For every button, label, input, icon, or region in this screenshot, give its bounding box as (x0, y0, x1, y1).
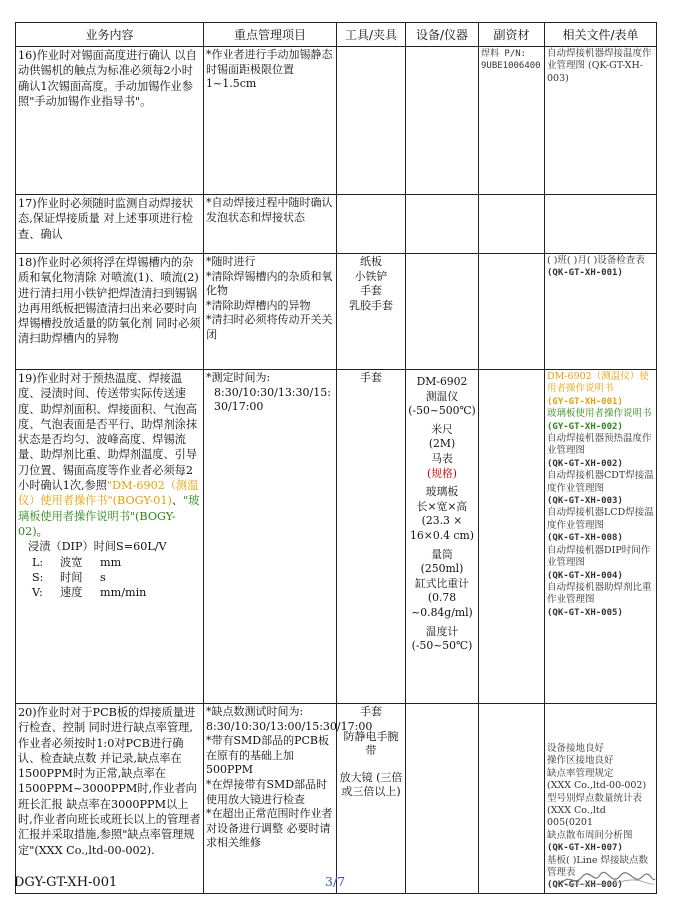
row18-tools (337, 254, 406, 370)
footer-doc-code: DGY-GT-XH-001 (14, 875, 118, 890)
header-related-docs: 相关文件/表单 (545, 23, 657, 47)
header-materials: 副资材 (479, 23, 545, 47)
row19-equip (406, 370, 479, 704)
row16-docs: 自动焊接机器焊接温度作业管理图 (QK-GT-XH-003) (545, 47, 657, 195)
row19-tail: 。 (36, 524, 48, 538)
row19-ref-glassplate: "玻璃板使用者操作说明书"(BOGY-02) (18, 494, 200, 538)
row17-docs (545, 195, 657, 254)
handwritten-scribble-icon (560, 867, 656, 889)
measure-time-title: *测定时间为: (206, 371, 271, 384)
equip-item: 缸式比重计 (0.78 ~0.84g/ml) (411, 576, 473, 619)
doc-line: 设备接地良好 (547, 743, 605, 754)
doc-code: (QK-GT-XH-004) (547, 570, 623, 581)
doc-code: (QK-GT-XH-003) (547, 496, 623, 507)
tool-item: 手套 (360, 284, 382, 298)
doc-code: (QK-GT-XH-002) (547, 458, 623, 469)
row16-equip (406, 47, 479, 195)
table-row (16, 195, 657, 254)
doc-name: 自动焊接机器LCD焊接温度作业管理图 (547, 507, 654, 531)
row20-docs (545, 704, 657, 894)
dip-title: 浸渍（DIP）时间S=60L/V (28, 540, 167, 554)
doc-line: (XXX Co.,ltd-00-002) (547, 780, 647, 792)
row16-key: *作业者进行手动加锡静态时锡面距极限位置1~1.5cm (204, 47, 337, 195)
row20-key-item: *在超出正常范围时作业者对设备进行调整 必要时请求相关维修 (206, 807, 333, 850)
header-key-management: 重点管理项目 (204, 23, 337, 47)
equip-item: 马表 (规格) (426, 451, 458, 480)
row20-key-item: *缺点数测试时间为: 8:30/10:30/13:00/15:30/17:00 (206, 705, 373, 733)
table-row (16, 254, 657, 370)
dip-legend-row: V: 速度 mm/min (32, 586, 147, 600)
row18-key-item: *清扫时必须将传动开关关闭 (206, 313, 333, 341)
dip-legend-row: L: 波宽 mm (32, 555, 122, 569)
tool-item: 放大镜 (三倍或三倍以上) (339, 770, 403, 799)
header-equipment: 设备/仪器 (406, 23, 479, 47)
row20-key-item: *带有SMD部品的PCB板在原有的基础上加500PPM (206, 734, 330, 777)
doc-line: 操作区接地良好 (547, 755, 614, 767)
row16-material: 焊料 P/N: 9UBE1006400 (479, 47, 545, 195)
doc-line: (XXX Co.,ltd 005(0201 (547, 805, 606, 829)
row18-key-item: *清除焊锡槽内的杂质和氧化物 (206, 269, 333, 298)
row20-tools (337, 704, 406, 894)
row20-material (479, 704, 545, 894)
table-row (16, 370, 657, 704)
row19-tools: 手套 (337, 370, 406, 704)
row18-key (204, 254, 337, 370)
doc-name: 自动焊接机器助焊剂比重作业管理图 (547, 581, 652, 606)
header-tools: 工具/夹具 (337, 23, 406, 47)
row19-ref-thermometer: "DM-6902（测温仪）使用者操作书" (18, 479, 199, 508)
row20-content: 20)作业时对于PCB板的焊接质量进行检查、控制 同时进行缺点率管理,作业者必须按时1:0对PCB进行确认、检查缺点数 并记录,缺点率在1500PPM时为正常,缺点率在1500PPM~3000PPM时,作业者向班长汇报 缺点率在3000PPM以上时,作业者向班长或班长以上的管理者汇报并采取措施,参照"缺点率管理规定"(XXX Co.,ltd-00-002). (16, 704, 204, 894)
table-header-row (16, 23, 657, 47)
row18-docs (545, 254, 657, 370)
doc-code: (QK-GT-XH-005) (547, 607, 623, 618)
equip-item: 玻璃板 长×宽×高 (23.3 × 16×0.4 cm) (410, 485, 474, 542)
row18-content: 18)作业时必须将浮在焊锡槽内的杂质和氧化物清除 对喷流(1)、喷流(2)进行清扫用小铁铲把焊渣清扫到锡锅边再用纸板把锡渣清扫出来必要时向焊锡槽投放适量的防氧化剂 同时必须清扫助焊槽内的异物 (16, 254, 204, 370)
dip-legend-row: S: 时间 s (32, 570, 106, 584)
work-instruction-table (15, 22, 657, 894)
doc-line: 型号别焊点数量统计表 (547, 792, 643, 804)
row16-content: 16)作业时对锡面高度进行确认 以自动供锡机的触点为标准必须每2小时确认1次锡面高度。手动加锡作业参照"手动加锡作业指导书"。 (16, 47, 204, 195)
doc-line: 缺点散布周间分析图 (547, 829, 633, 841)
tool-item: 手套 (360, 705, 382, 718)
row19-ref-thermometer-code: (BOGY-01) (112, 494, 172, 508)
doc-code: (QK-GT-XH-007) (547, 843, 623, 854)
header-business-content: 业务内容 (16, 23, 204, 47)
doc-code-orange: (GY-GT-XH-001) (547, 396, 623, 407)
doc-line: 缺点率管理规定 (547, 767, 614, 779)
row18-key-item: *清除助焊槽内的异物 (206, 298, 311, 312)
row16-tools (337, 47, 406, 195)
row17-material (479, 195, 545, 254)
measure-times: 8:30/10:30/13:30/15:30/17:00 (214, 385, 331, 414)
row20-equip (406, 704, 479, 894)
row19-main-text: 19)作业时对于预热温度、焊接温度、浸渍时间、传送带实际传送速度、助焊剂面积、焊接面积、气泡高度、气泡表面是否平行、助焊剂涂抹状态是否均匀、波峰高度、焊锡流量、助焊剂比重、助焊剂温度、引导刀位置、锡面高度等作业者必须每2小时确认1次,参照 (18, 372, 198, 493)
dip-legend (18, 555, 201, 601)
row20-key-item: *在焊接带有SMD部品时使用放大镜进行检查 (206, 777, 328, 806)
equip-item: 量筒 (250ml) (420, 547, 464, 576)
equip-item: 温度计 (-50~50℃) (411, 624, 473, 653)
doc-name: 自动焊接机器CDT焊接温度作业管理图 (547, 470, 654, 494)
table-row (16, 47, 657, 195)
row19-material (479, 370, 545, 704)
doc-name: 自动焊接机器预热温度作业管理图 (547, 433, 652, 457)
row17-tools (337, 195, 406, 254)
row19-key (204, 370, 337, 704)
row18-key-item: *随时进行 (206, 255, 256, 268)
row19-separator: 、 (171, 494, 184, 508)
doc-code: (QK-GT-XH-001) (547, 268, 623, 279)
equip-item: 米尺 (2M) (428, 422, 456, 451)
row19-docs (545, 370, 657, 704)
row18-material (479, 254, 545, 370)
doc-name: 自动焊接机器DIP时间作业管理图 (547, 544, 651, 569)
row17-equip (406, 195, 479, 254)
table-row (16, 704, 657, 894)
row19-content (16, 370, 204, 704)
row18-equip (406, 254, 479, 370)
tool-item: 防静电手腕带 (343, 729, 399, 758)
doc-name-orange: DM-6902（测温仪）使用者操作说明书 (547, 371, 649, 395)
row17-content: 17)作业时必须随时监测自动焊接状态,保证焊接质量 对上述事项进行检查、确认 (16, 195, 204, 254)
doc-code-green: (GY-GT-XH-002) (547, 421, 623, 432)
tool-item: 小铁铲 (354, 269, 388, 283)
footer-page-number: 3/7 (325, 874, 346, 889)
tool-item: 纸板 (360, 255, 382, 268)
equip-item: DM-6902 测温仪 (-50~500℃) (408, 375, 476, 418)
doc-code: (QK-GT-XH-006) (547, 880, 623, 891)
tool-item: 乳胶手套 (349, 298, 393, 312)
doc-line: 基板( )Line 焊接缺点数管理表 (547, 854, 649, 879)
row17-key: *自动焊接过程中随时确认发泡状态和焊接状态 (204, 195, 337, 254)
doc-name-green: 玻璃板使用者操作说明书 (547, 408, 652, 420)
doc-code: (QK-GT-XH-008) (547, 533, 623, 544)
doc-name: ( )班( )月( )设备检查表 (547, 255, 645, 266)
